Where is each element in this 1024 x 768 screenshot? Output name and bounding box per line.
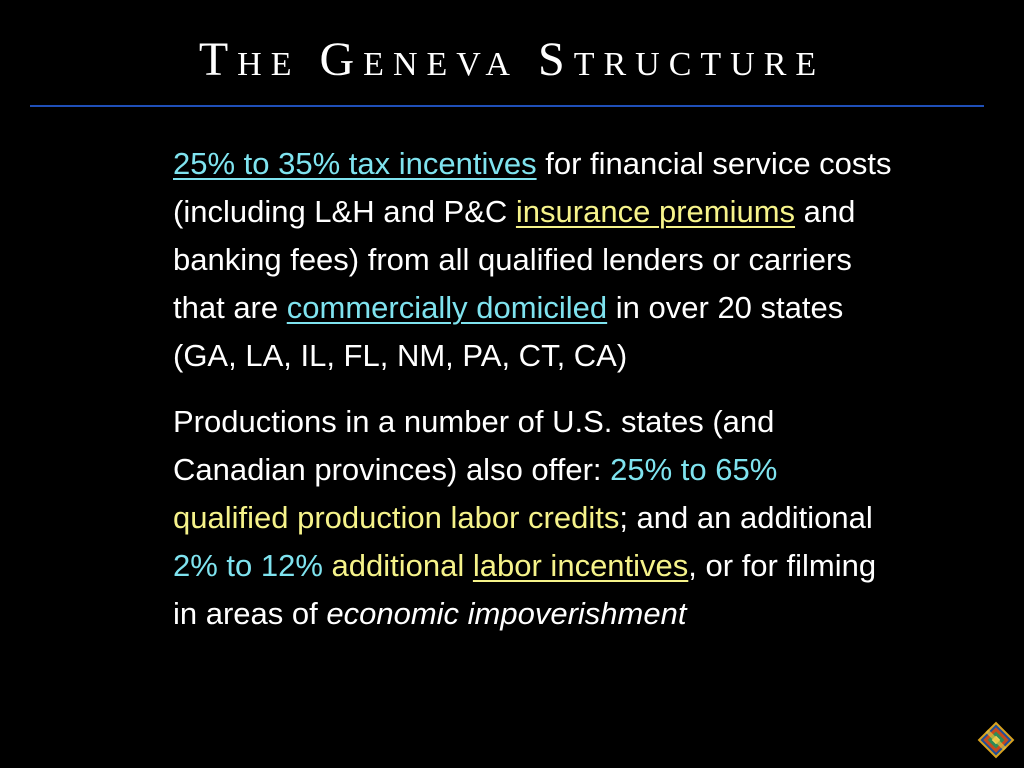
paragraph-text: in over 20 states (GA, LA, IL, FL, NM, PA, CT, CA) — [173, 290, 844, 373]
title-letter: S — [538, 33, 574, 86]
paragraph-text: Productions in a number of U.S. states (and Canadian provinces) also offer: — [173, 404, 775, 487]
paragraph-text: for financial service costs (including L&H and P&C — [173, 146, 892, 229]
title-word: HE — [237, 46, 301, 83]
title-word: ENEVA — [363, 46, 519, 83]
slide-title — [0, 30, 1024, 95]
labor-credit-label: qualified production labor credits — [173, 500, 620, 535]
paragraph-tax-incentives — [173, 140, 893, 380]
paragraph-text: ; and an additional — [619, 500, 873, 535]
insurance-premiums-link[interactable]: insurance premiums — [515, 194, 796, 229]
paragraph-text: , or for filming in areas of — [173, 548, 877, 631]
additional-label: additional — [322, 548, 473, 583]
labor-incentives-link[interactable]: labor incentives — [472, 548, 689, 583]
commercially-domiciled-link[interactable]: commercially domiciled — [286, 290, 608, 325]
slide-body — [173, 140, 893, 638]
tax-incentives-link[interactable]: 25% to 35% tax incentives — [173, 146, 537, 181]
title-letter: T — [198, 33, 238, 86]
title-divider — [30, 105, 984, 107]
title-word: TRUCTURE — [573, 46, 826, 83]
additional-incentive-range: 2% to 12% — [173, 548, 323, 583]
economic-impoverishment-text: economic impoverishment — [326, 596, 687, 631]
geneva-logo-icon — [974, 718, 1018, 762]
title-letter: G — [319, 33, 364, 86]
paragraph-labor-credits — [173, 398, 893, 638]
paragraph-text: and banking fees) from all qualified lenders or carriers that are — [173, 194, 856, 325]
labor-credit-range: 25% to 65% — [610, 452, 778, 487]
